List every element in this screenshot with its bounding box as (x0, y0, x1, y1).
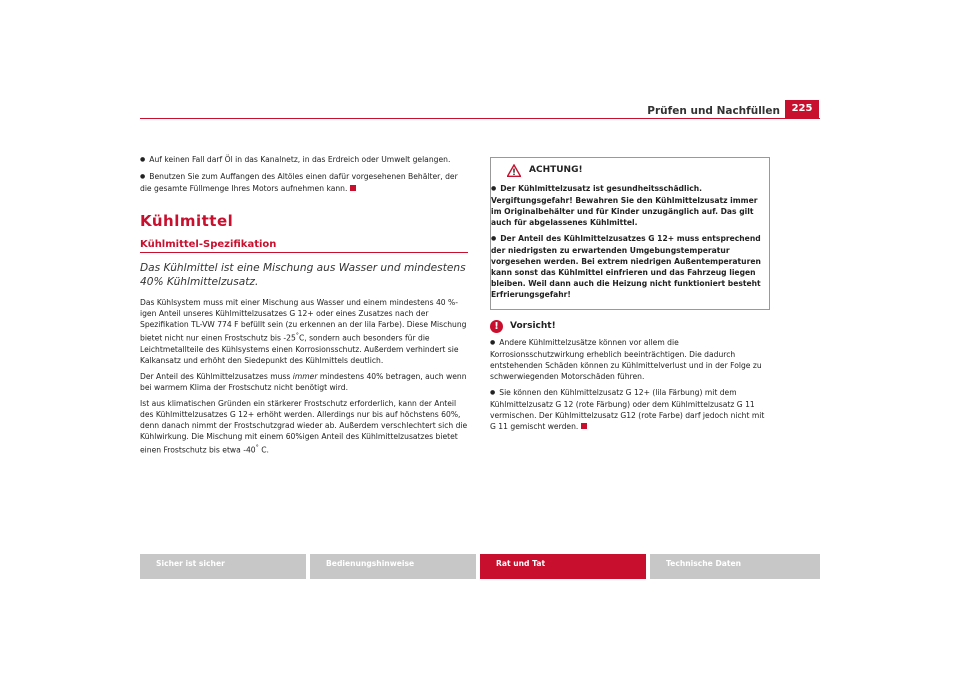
paragraph-3-b: C. (258, 445, 269, 455)
paragraph-1-a: Das Kühlsystem muss mit einer Mischung aus Wasser und einem mindestens 40 %-igen Anteil unseres Kühlmittelzusatzes G 12+ oder eines Zusatzes nach der Spezifikation TL-VW 774 F befüllt sein (zu erkennen an der lila Farbe). Diese Mischung bietet nicht nur einen Frostschutz bis -25 (140, 298, 467, 343)
paragraph-2-b: mindestens 40% betragen, auch wenn bei warmem Klima der Frostschutz nicht benötigt wird. (140, 371, 467, 392)
warning-bullet-2 (491, 233, 767, 300)
oil-bullet-2 (140, 171, 468, 194)
paragraph-2-emphasis: immer (292, 371, 318, 381)
left-column (140, 154, 468, 460)
warning-title: ACHTUNG! (529, 165, 583, 175)
caution-bullet-2 (490, 387, 770, 432)
degree-sign: ° (255, 443, 259, 451)
paragraph-3 (140, 398, 468, 456)
paragraph-3-a: Ist aus klimatischen Gründen ein stärkerer Frostschutz erforderlich, kann der Anteil des Kühlmittelzusatzes G 12+ erhöht werden. Allerdings nur bis auf höchstens 60%, denn danach nimmt der Frostschutzgrad wieder ab. Außerdem verschlechtert sich die Kühlwirkung. Die Mischung mit einem 60%igen Anteil des Kühlmittelzusatzes bietet einen Frostschutz bis etwa -40 (140, 398, 468, 455)
caution-bullet-2-text: Sie können den Kühlmittelzusatz G 12+ (lila Färbung) mit dem Kühlmittelzusatz G 12 (rote Färbung) oder dem Kühlmittelzusatz G 11 vermischen. Der Kühlmittelzusatz G12 (rote Farbe) darf jedoch nicht mit G 11 gemischt werden. (490, 388, 765, 431)
warning-body (491, 181, 769, 309)
right-column (490, 157, 770, 437)
lead-text: Das Kühlmittel ist eine Mischung aus Wasser und mindestens 40% Kühlmittelzusatz. (140, 262, 466, 288)
warning-box (490, 157, 770, 310)
footer-tab-sicher[interactable]: Sicher ist sicher (140, 554, 306, 579)
footer-tab-bedienung[interactable]: Bedienungshinweise (310, 554, 476, 579)
caution-bullet-1-text: Andere Kühlmittelzusätze können vor allem die Korrosionsschutzwirkung erheblich beeinträchtigen. Die dadurch entstehenden Schäden können zu Kühlmittelverlust und in der Folge zu schwerwiegenden Motorschäden führen. (490, 338, 762, 381)
paragraph-2-a: Der Anteil des Kühlmittelzusatzes muss (140, 371, 293, 381)
subsection-title: Kühlmittel-Spezifikation (140, 239, 468, 253)
footer-tab-technische-daten[interactable]: Technische Daten (650, 554, 820, 579)
oil-bullet-1 (140, 154, 468, 166)
warning-triangle-icon (507, 164, 521, 177)
degree-sign: ° (295, 332, 299, 339)
caution-title: Vorsicht! (510, 321, 556, 331)
caution-header (490, 320, 770, 333)
paragraph-1 (140, 297, 468, 366)
paragraph-1-b: C, sondern auch besonders für die Leichtmetallteile des Kühlsystems einen Korrosionsschutz. Außerdem verhindert sie Kalkansatz und erhöht den Siedepunkt des Kühlmittels deutlich. (140, 333, 459, 365)
end-of-section-icon (350, 185, 356, 191)
footer-tab-rat-und-tat[interactable]: Rat und Tat (480, 554, 646, 579)
warning-bullet-1 (491, 183, 767, 228)
page-number: 225 (785, 100, 819, 118)
oil-bullet-2-text: Benutzen Sie zum Auffangen des Altöles einen dafür vorgesehenen Behälter, der die gesamte Füllmenge Ihres Motors aufnehmen kann. (140, 172, 458, 193)
section-title: Kühlmittel (140, 212, 234, 230)
warning-header (491, 158, 769, 181)
oil-bullet-1-text: Auf keinen Fall darf Öl in das Kanalnetz, in das Erdreich oder Umwelt gelangen. (149, 155, 451, 164)
warning-bullet-1-text: Der Kühlmittelzusatz ist gesundheitsschädlich. Vergiftungsgefahr! Bewahren Sie den Kühlmittelzusatz immer im Originalbehälter und für Kinder unzugänglich auf. Das gilt auch für abgelassenes Kühlmittel. (491, 184, 758, 227)
paragraph-2 (140, 371, 468, 393)
page-header-title: Prüfen und Nachfüllen (647, 105, 780, 117)
caution-bullet-1 (490, 337, 770, 382)
warning-bullet-2-text: Der Anteil des Kühlmittelzusatzes G 12+ muss entsprechend der niedrigsten zu erwartenden Umgebungstemperatur vorgesehen werden. Bei extrem niedrigen Außentemperaturen kann sonst das Kühlmittel einfrieren und das Fahrzeug liegen bleiben. Weil dann auch die Heizung nicht funktioniert besteht Erfrierungsgefahr! (491, 234, 761, 299)
end-of-section-icon (581, 423, 587, 429)
caution-circle-icon: ! (490, 320, 503, 333)
header-rule (140, 118, 820, 119)
